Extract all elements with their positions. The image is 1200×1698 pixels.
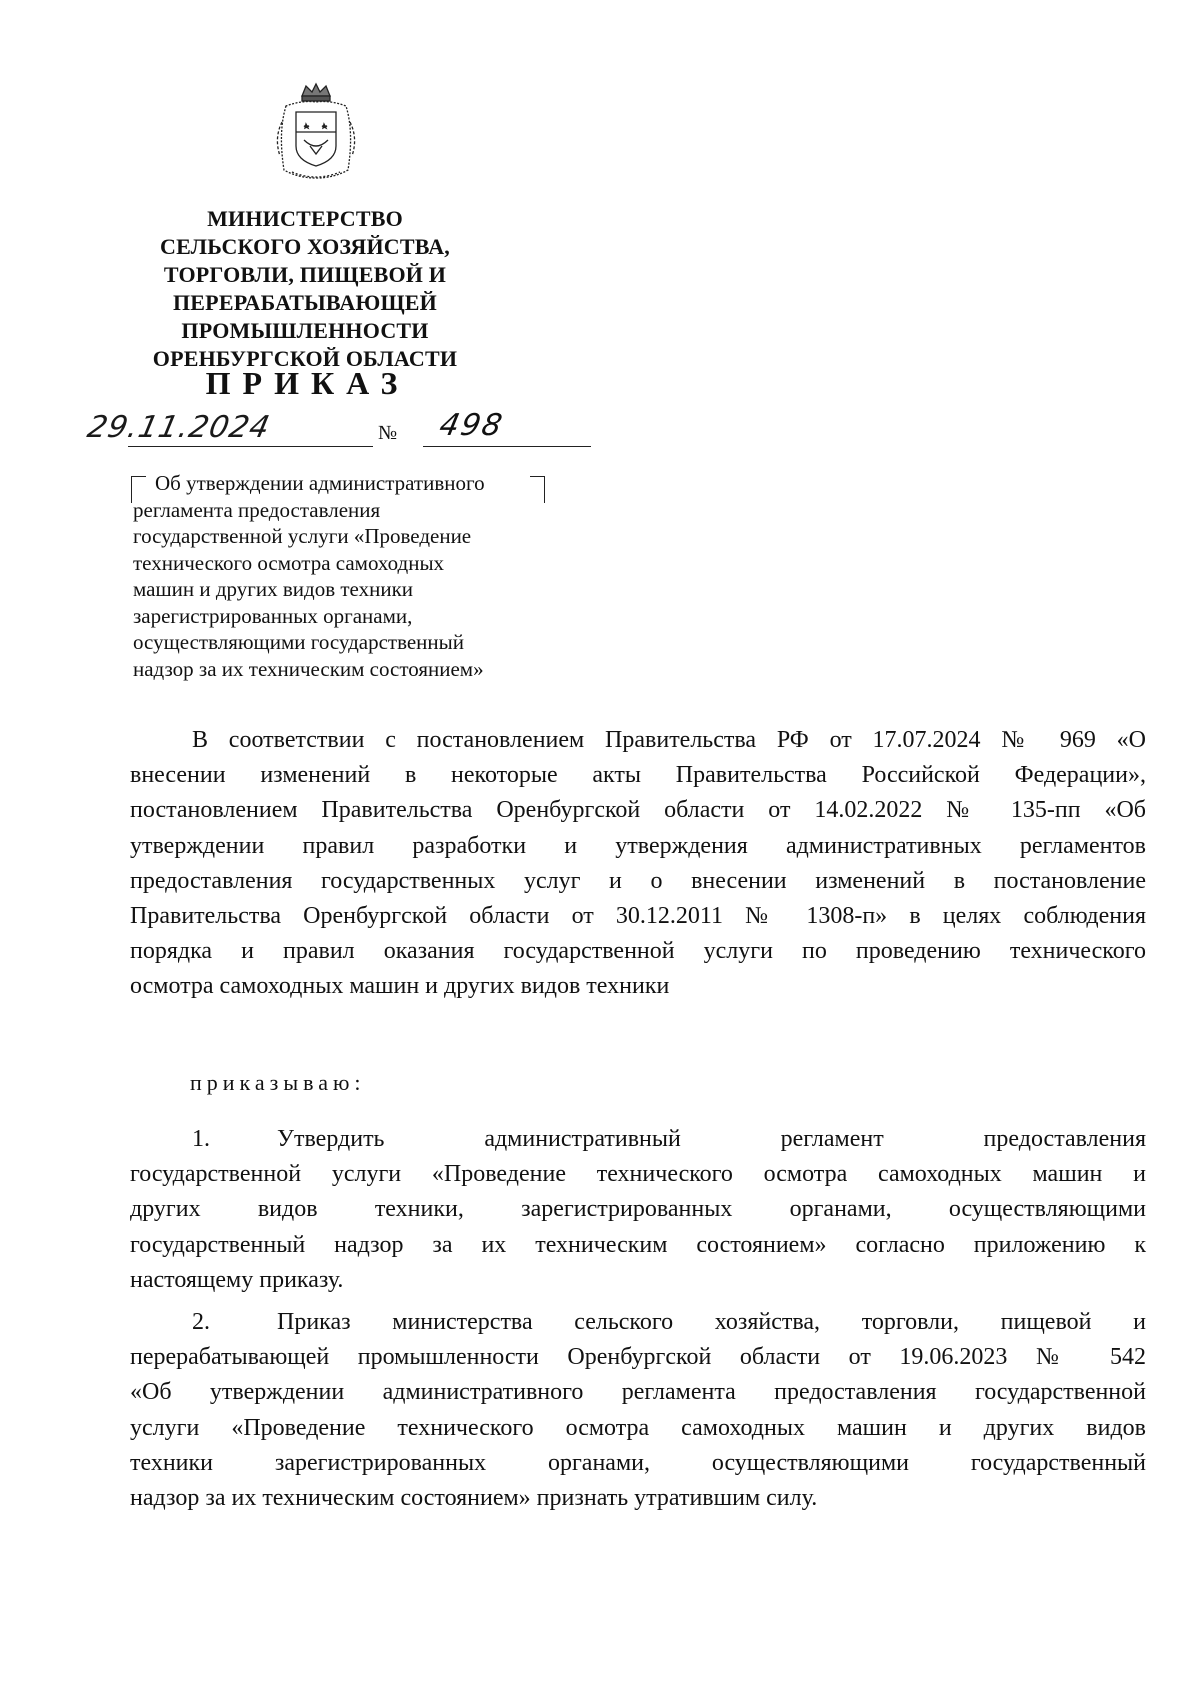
item-text: Утвердить административный регламент предоставления — [277, 1126, 1146, 1152]
ministry-line: ТОРГОВЛИ, ПИЩЕВОЙ И — [163, 262, 447, 287]
preamble-paragraph — [130, 723, 1146, 1005]
preamble-line: утверждении правил разработки и утверждения административных регламентов — [130, 832, 1146, 859]
subject-line: осуществляющими государственный — [133, 630, 465, 654]
item-line: техники зарегистрированных органами, осуществляющими государственный — [130, 1449, 1146, 1476]
subject-line: надзор за их техническим состоянием» — [133, 656, 484, 681]
item-line: надзор за их техническим состоянием» признать утратившим силу. — [130, 1484, 818, 1511]
coat-of-arms-icon — [268, 82, 364, 182]
item-line: настоящему приказу. — [130, 1266, 344, 1293]
item-number: 1. — [192, 1126, 210, 1152]
ministry-line: ПЕРЕРАБАТЫВАЮЩЕЙ — [173, 290, 437, 315]
item-text: Приказ министерства сельского хозяйства, торговли, пищевой и — [277, 1309, 1146, 1335]
item-line: других видов техники, зарегистрированных органами, осуществляющими — [130, 1196, 1146, 1223]
number-underline — [423, 446, 591, 447]
preamble-line: предоставления государственных услуг и о внесении изменений в постановление — [130, 867, 1146, 894]
item-line — [130, 1305, 1146, 1340]
ministry-line: ПРОМЫШЛЕННОСТИ — [181, 318, 429, 343]
subject-line: Об утверждении административного — [155, 471, 485, 495]
ministry-line: МИНИСТЕРСТВО — [207, 206, 403, 231]
number-sign: № — [378, 422, 398, 444]
decree-word: приказываю: — [190, 1070, 366, 1095]
order-item-2 — [130, 1305, 1146, 1516]
preamble-line: осмотра самоходных машин и других видов техники — [130, 973, 670, 1000]
preamble-line: постановлением Правительства Оренбургской области от 14.02.2022 № 135-пп «Об — [130, 797, 1146, 824]
ministry-line: ОРЕНБУРГСКОЙ ОБЛАСТИ — [152, 346, 458, 371]
document-subject — [133, 470, 553, 682]
item-line — [130, 1122, 1146, 1157]
item-number: 2. — [192, 1309, 210, 1335]
date-underline — [128, 446, 373, 447]
subject-line: зарегистрированных органами, — [133, 603, 413, 628]
ministry-name — [130, 205, 480, 373]
subject-line: машин и других видов техники — [133, 577, 414, 601]
item-line: государственной услуги «Проведение технического осмотра самоходных машин и — [130, 1161, 1146, 1188]
preamble-line: внесении изменений в некоторые акты Правительства Российской Федерации», — [130, 762, 1146, 789]
document-type-title: ПРИКАЗ — [205, 365, 410, 401]
item-line: перерабатывающей промышленности Оренбургской области от 19.06.2023 № 542 — [130, 1344, 1146, 1371]
subject-line: регламента предоставления — [133, 497, 381, 522]
item-line: «Об утверждении административного регламента предоставления государственной — [130, 1379, 1146, 1406]
handwritten-date: 29.11.2024 — [84, 410, 274, 445]
date-number-line — [84, 408, 508, 450]
preamble-line: В соответствии с постановлением Правительства РФ от 17.07.2024 № 969 «О — [192, 727, 1146, 753]
handwritten-number: 498 — [436, 408, 507, 443]
subject-line: технического осмотра самоходных — [133, 550, 445, 575]
item-line: услуги «Проведение технического осмотра самоходных машин и других видов — [130, 1414, 1146, 1441]
order-item-1 — [130, 1122, 1146, 1298]
preamble-line: Правительства Оренбургской области от 30.12.2011 № 1308-п» в целях соблюдения — [130, 902, 1146, 929]
ministry-line: СЕЛЬСКОГО ХОЗЯЙСТВА, — [159, 234, 451, 259]
preamble-line: порядка и правил оказания государственной услуги по проведению технического — [130, 938, 1146, 965]
item-line: государственный надзор за их техническим состоянием» согласно приложению к — [130, 1231, 1146, 1258]
subject-line: государственной услуги «Проведение — [133, 524, 472, 548]
